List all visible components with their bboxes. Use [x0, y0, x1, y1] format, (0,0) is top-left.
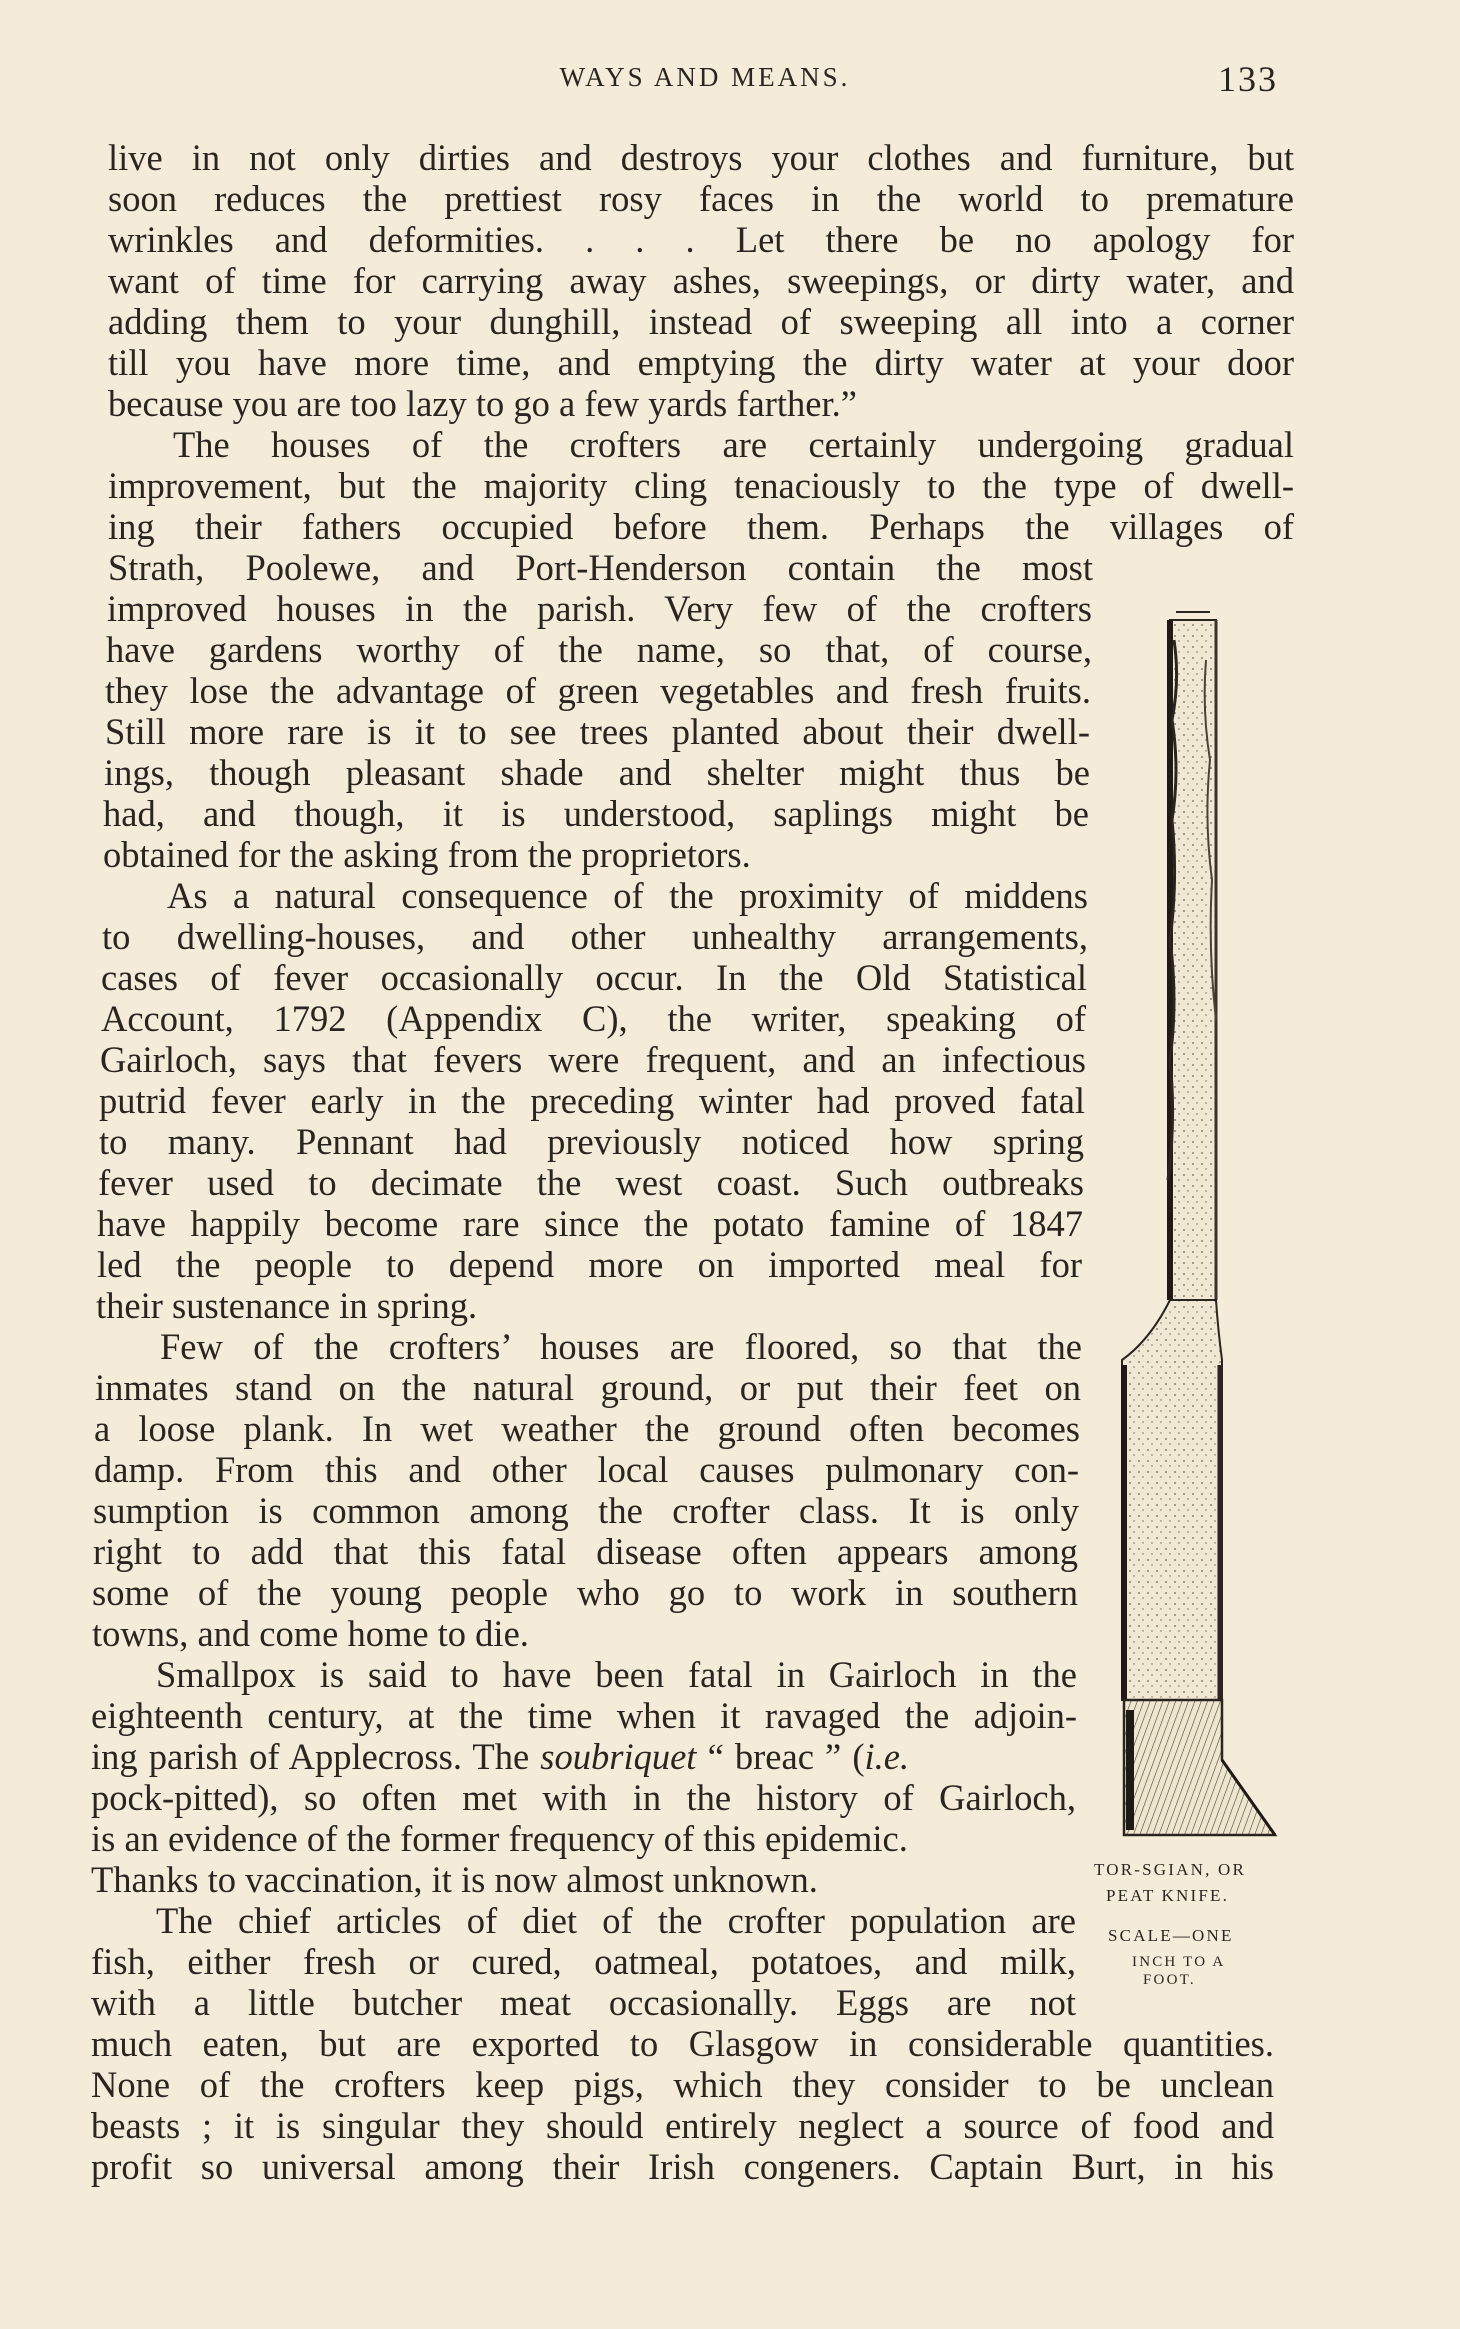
text-segment: ing parish of Applecross. The: [91, 1736, 530, 1777]
text-line: Still more rare is it to see trees planted about their dwell-: [105, 711, 1090, 752]
text-line: obtained for the asking from the proprietors.: [103, 834, 751, 875]
text-line: fever used to decimate the west coast. Such outbreaks: [98, 1162, 1084, 1203]
text-line: Strath, Poolewe, and Port-Henderson contain the most: [108, 547, 1093, 588]
text-line: Smallpox is said to have been fatal in Gairloch in the: [156, 1654, 1077, 1695]
text-line: eighteenth century, at the time when it ravaged the adjoin-: [91, 1695, 1077, 1736]
text-line: Gairloch, says that fevers were frequent, and an infectious: [100, 1039, 1086, 1080]
text-segment: “ breac ” (: [696, 1736, 865, 1777]
text-line: ing their fathers occupied before them. Perhaps the villages of: [108, 506, 1294, 547]
text-line: beasts ; it is singular they should entirely neglect a source of food and: [91, 2105, 1274, 2146]
text-line: Few of the crofters’ houses are floored, so that the: [160, 1326, 1082, 1367]
figure-caption-line: SCALE—ONE: [1108, 1926, 1234, 1945]
text-line: Account, 1792 (Appendix C), the writer, speaking of: [101, 998, 1086, 1039]
text-line: a loose plank. In wet weather the ground often becomes: [94, 1408, 1080, 1449]
text-line: inmates stand on the natural ground, or put their feet on: [95, 1367, 1081, 1408]
text-line: damp. From this and other local causes pulmonary con-: [94, 1449, 1079, 1490]
text-line: have happily become rare since the potato famine of 1847: [97, 1203, 1083, 1244]
text-line: till you have more time, and emptying the dirty water at your door: [108, 342, 1294, 383]
text-line: they lose the advantage of green vegetables and fresh fruits.: [105, 670, 1091, 711]
text-line: is an evidence of the former frequency of this epidemic.: [91, 1818, 908, 1859]
figure-caption-line: INCH TO A: [1132, 1954, 1226, 1970]
text-line: The houses of the crofters are certainly undergoing gradual: [173, 424, 1294, 465]
text-line: wrinkles and deformities. . . . Let there be no apology for: [108, 219, 1294, 260]
text-line: sumption is common among the crofter class. It is only: [93, 1490, 1079, 1531]
figure-caption-line: FOOT.: [1143, 1972, 1196, 1988]
text-line: with a little butcher meat occasionally. Eggs are not: [91, 1982, 1076, 2023]
text-line: to many. Pennant had previously noticed how spring: [99, 1121, 1084, 1162]
text-line: want of time for carrying away ashes, sweepings, or dirty water, and: [108, 260, 1294, 301]
running-head: WAYS AND MEANS.: [559, 62, 851, 92]
text-line: towns, and come home to die.: [92, 1613, 529, 1654]
text-line: pock-pitted), so often met with in the history of Gairloch,: [91, 1777, 1076, 1818]
text-line: soon reduces the prettiest rosy faces in the world to premature: [108, 178, 1294, 219]
text-line: putrid fever early in the preceding winter had proved fatal: [99, 1080, 1085, 1121]
text-line: improved houses in the parish. Very few of the crofters: [107, 588, 1092, 629]
text-line: right to add that this fatal disease often appears among: [93, 1531, 1078, 1572]
text-line: to dwelling-houses, and other unhealthy arrangements,: [102, 916, 1088, 957]
text-line: improvement, but the majority cling tenaciously to the type of dwell-: [108, 465, 1294, 506]
text-line: because you are too lazy to go a few yards farther.”: [108, 383, 857, 424]
figure-caption-line: TOR-SGIAN, OR: [1094, 1860, 1247, 1879]
text-line: profit so universal among their Irish congeners. Captain Burt, in his: [91, 2146, 1274, 2187]
text-line: their sustenance in spring.: [96, 1285, 478, 1326]
text-line: None of the crofters keep pigs, which they consider to be unclean: [91, 2064, 1274, 2105]
peat-knife-illustration: [1110, 600, 1280, 1840]
text-line: Thanks to vaccination, it is now almost unknown.: [91, 1859, 818, 1900]
text-line: ings, though pleasant shade and shelter might thus be: [104, 752, 1090, 793]
italic-term: i.e.: [864, 1736, 910, 1777]
text-line: some of the young people who go to work in southern: [92, 1572, 1078, 1613]
text-line: adding them to your dunghill, instead of sweeping all into a corner: [108, 301, 1294, 342]
text-line: had, and though, it is understood, saplings might be: [103, 793, 1089, 834]
text-line: [91, 1736, 910, 1777]
text-line: have gardens worthy of the name, so that, of course,: [106, 629, 1092, 670]
page-number: 133: [1218, 59, 1278, 99]
text-line: fish, either fresh or cured, oatmeal, potatoes, and milk,: [91, 1941, 1076, 1982]
text-line: The chief articles of diet of the crofter population are: [156, 1900, 1076, 1941]
figure-caption-line: PEAT KNIFE.: [1106, 1886, 1230, 1905]
text-line: cases of fever occasionally occur. In the Old Statistical: [101, 957, 1087, 998]
text-line: live in not only dirties and destroys your clothes and furniture, but: [108, 137, 1294, 178]
italic-term: soubriquet: [540, 1736, 697, 1777]
text-line: led the people to depend more on imported meal for: [97, 1244, 1082, 1285]
text-line: As a natural consequence of the proximity of middens: [167, 875, 1088, 916]
text-line: much eaten, but are exported to Glasgow in considerable quantities.: [91, 2023, 1274, 2064]
